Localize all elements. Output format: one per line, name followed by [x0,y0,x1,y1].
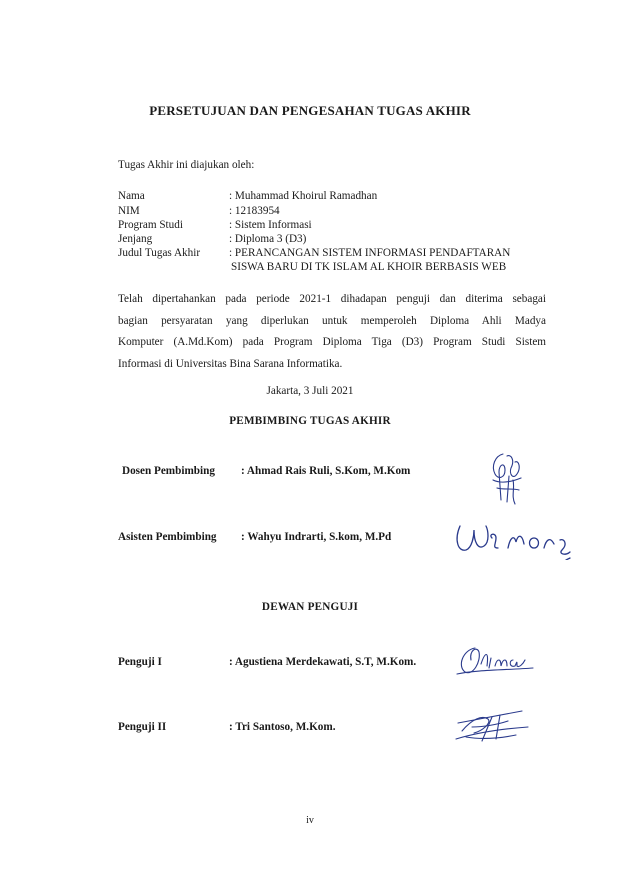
place-date: Jakarta, 3 Juli 2021 [266,385,354,397]
intro-text: Tugas Akhir ini diajukan oleh: [118,159,255,171]
field-value-nama: : Muhammad Khoirul Ramadhan [229,190,378,202]
field-value-judul: : PERANCANGAN SISTEM INFORMASI PENDAFTARAN [229,247,511,259]
penguji-2-label: Penguji II [118,721,167,733]
field-value-program-studi: : Sistem Informasi [229,219,312,231]
field-label-jenjang: Jenjang [118,233,153,245]
paragraph-line: Informasi di Universitas Bina Sarana Informatika. [118,357,343,370]
field-label-program-studi: Program Studi [118,219,183,231]
signature-asisten-pembimbing [452,516,574,560]
field-value-judul-cont: SISWA BARU DI TK ISLAM AL KHOIR BERBASIS WEB [231,261,507,273]
paragraph-line: bagian persyaratan yang diperlukan untuk memperoleh Diploma Ahli Madya [118,314,546,327]
dosen-pembimbing-label: Dosen Pembimbing [122,465,215,477]
penguji-2-name: : Tri Santoso, M.Kom. [229,721,336,733]
field-label-judul: Judul Tugas Akhir [118,247,201,259]
field-value-jenjang: : Diploma 3 (D3) [229,233,307,245]
pembimbing-heading: PEMBIMBING TUGAS AKHIR [229,415,391,427]
field-label-nama: Nama [118,190,145,202]
signature-dosen-pembimbing [485,450,527,506]
paragraph-line: Telah dipertahankan pada periode 2021-1 dihadapan penguji dan diterima sebagai [118,293,546,305]
dosen-pembimbing-name: : Ahmad Rais Ruli, S.Kom, M.Kom [241,465,411,477]
signature-penguji-1 [455,640,535,680]
page-title: PERSETUJUAN DAN PENGESAHAN TUGAS AKHIR [149,103,471,118]
field-label-nim: NIM [118,205,140,217]
signature-penguji-2 [452,705,532,747]
penguji-1-label: Penguji I [118,656,162,668]
approval-paragraph [118,289,546,375]
dewan-heading: DEWAN PENGUJI [261,601,359,613]
asisten-pembimbing-name: : Wahyu Indrarti, S.kom, M.Pd [241,531,392,543]
field-value-nim: : 12183954 [229,205,280,217]
page-number: iv [306,815,314,826]
asisten-pembimbing-label: Asisten Pembimbing [118,531,217,543]
paragraph-line: Komputer (A.Md.Kom) pada Program Diploma Tiga (D3) Program Studi Sistem [118,336,546,349]
penguji-1-name: : Agustiena Merdekawati, S.T, M.Kom. [229,656,417,668]
